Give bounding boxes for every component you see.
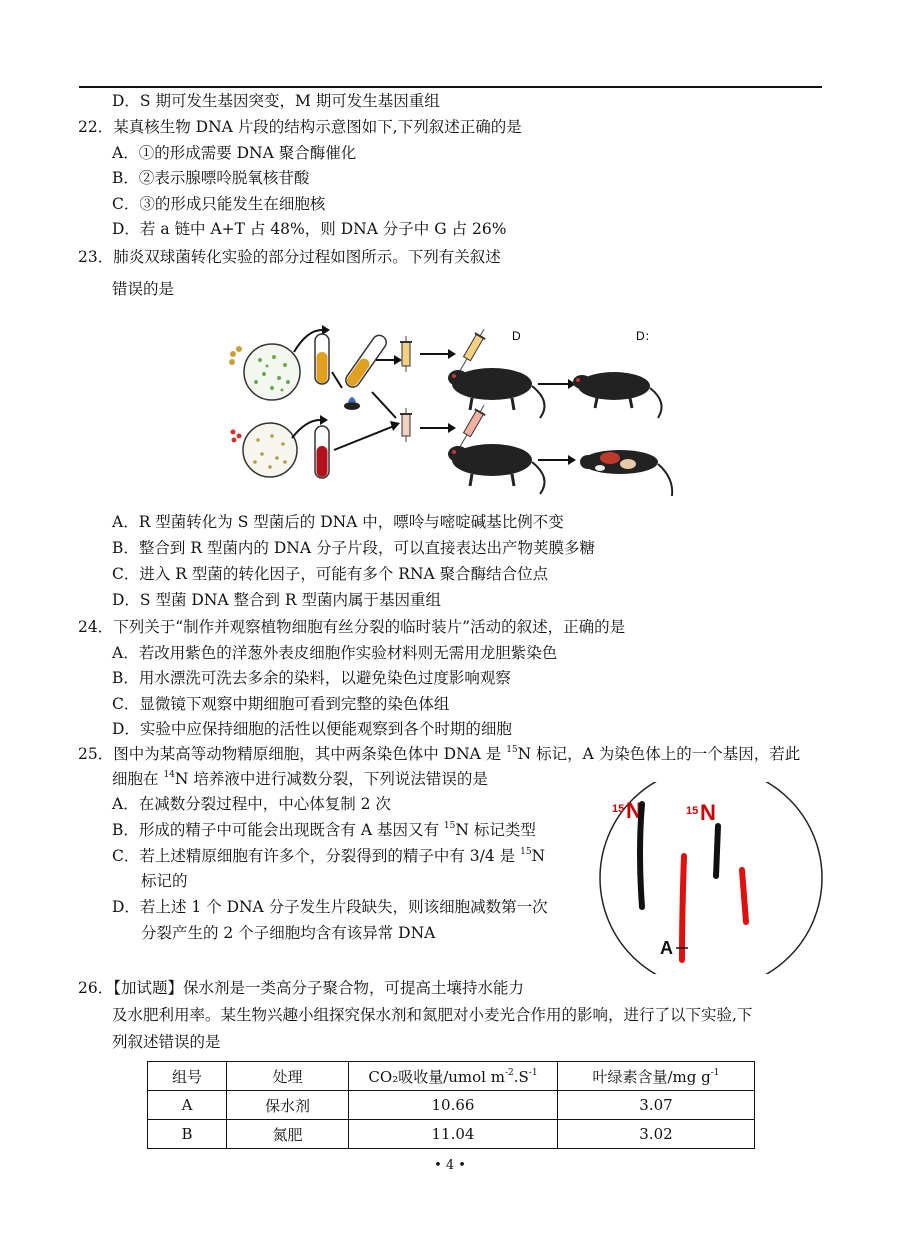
experiment-table: [147, 1061, 755, 1149]
test-tube-top-icon: [315, 334, 329, 384]
q26-stem-2: 及水肥利用率。某生物兴趣小组探究保水剂和氮肥对小麦光合作用的影响，进行了以下实验,下: [112, 1006, 753, 1024]
q26-stem-3: 列叙述错误的是: [112, 1033, 221, 1051]
q22-stem: 22．某真核生物 DNA 片段的结构示意图如下,下列叙述正确的是: [78, 118, 522, 136]
injecting-syringe-top-icon: [455, 326, 489, 374]
q22-option-a: A．①的形成需要 DNA 聚合酶催化: [112, 144, 357, 162]
q24-option-c: C．显微镜下观察中期细胞可看到完整的染色体组: [112, 695, 450, 713]
transformation-experiment-figure: [222, 322, 678, 500]
q24-option-d: D．实验中应保持细胞的活性以便能观察到各个时期的细胞: [112, 720, 512, 738]
svg-text:15: 15: [686, 805, 699, 817]
q22-option-d: D．若 a 链中 A+T 占 48%，则 DNA 分子中 G 占 26%: [112, 220, 507, 238]
syringe-bottom-icon: [400, 408, 412, 442]
petri-dish-top-icon: [229, 344, 300, 400]
q23-option-d: D．S 型菌 DNA 整合到 R 型菌内属于基因重组: [112, 591, 442, 609]
table-row: B 氮肥 11.04 3.02: [148, 1120, 755, 1149]
chromosome-black-2: [716, 826, 718, 876]
q24-stem: 24．下列关于“制作并观察植物细胞有丝分裂的临时装片”活动的叙述，正确的是: [78, 618, 626, 636]
chromosome-red-2: [742, 870, 746, 922]
q25-stem-2: 细胞在 $^{14}$N 培养液中进行减数分裂，下列说法错误的是: [112, 770, 488, 788]
test-tube-bottom-icon: [315, 426, 329, 478]
q22-option-b: B．②表示腺嘌呤脱氧核苷酸: [112, 169, 310, 187]
q25-option-a: A．在减数分裂过程中，中心体复制 2 次: [112, 795, 391, 813]
q23-stem-2: 错误的是: [112, 280, 175, 298]
header-rule: [79, 86, 822, 88]
q25-stem-1: 25．图中为某高等动物精原细胞，其中两条染色体中 DNA 是 $^{15}$N 标记，A 为染色体上的一个基因，若此: [78, 745, 801, 763]
q24-option-b: B．用水漂洗可洗去多余的染料，以避免染色过度影响观察: [112, 669, 511, 687]
figure-label-left: D: [512, 329, 521, 343]
q26-stem-1: 26．【加试题】保水剂是一类高分子聚合物，可提高土壤持水能力: [78, 979, 524, 997]
chromosome-black-1: [640, 804, 642, 907]
heated-tube-icon: [343, 333, 389, 410]
q25-option-b: B．形成的精子中可能会出现既含有 A 基因又有 $^{15}$N 标记类型: [112, 821, 536, 839]
spermatogonium-figure: [598, 782, 824, 974]
gene-a-label: A: [660, 938, 673, 958]
n15-label-left: N: [626, 798, 642, 823]
q24-option-a: A．若改用紫色的洋葱外表皮细胞作实验材料则无需用龙胆紫染色: [112, 644, 558, 662]
q25-option-d: D．若上述 1 个 DNA 分子发生片段缺失，则该细胞减数第一次: [112, 898, 548, 916]
syringe-top-icon: [400, 336, 412, 372]
petri-dish-bottom-icon: [231, 423, 298, 477]
mouse-bottom-left-icon: [448, 444, 545, 494]
figure-label-right: D：: [636, 329, 657, 343]
mouse-top-left-icon: [448, 368, 545, 418]
table-row: A 保水剂 10.66 3.07: [148, 1091, 755, 1120]
chromosome-red-1: [682, 856, 684, 960]
q23-option-a: A．R 型菌转化为 S 型菌后的 DNA 中，嘌呤与嘧啶碱基比例不变: [112, 513, 564, 531]
q23-option-c: C．进入 R 型菌的转化因子，可能有多个 RNA 聚合酶结合位点: [112, 565, 549, 583]
q25-option-d-cont: 分裂产生的 2 个子细胞均含有该异常 DNA: [141, 924, 436, 942]
dead-mouse-icon: [580, 450, 672, 496]
page-number: • 4 •: [434, 1158, 466, 1173]
q22-option-c: C．③的形成只能发生在细胞核: [112, 195, 326, 213]
q25-option-c: C．若上述精原细胞有许多个，分裂得到的精子中有 3/4 是 $^{15}$N: [112, 847, 546, 865]
svg-text:15: 15: [612, 803, 625, 815]
n15-label-right: N: [700, 800, 716, 825]
q25-option-c-cont: 标记的: [141, 872, 188, 890]
q23-option-b: B．整合到 R 型菌内的 DNA 分子片段，可以直接表达出产物荚膜多糖: [112, 539, 595, 557]
injecting-syringe-bottom-icon: [455, 402, 489, 450]
isotope-14: 14: [163, 770, 175, 780]
mouse-top-right-icon: [573, 372, 662, 418]
table-header-row: 组号 处理 CO₂吸收量/umol $m^{-2}.S^{-1}$ 叶绿素含量/mg $g^{-1}$: [148, 1062, 755, 1091]
q21-option-d: D．S 期可发生基因突变，M 期可发生基因重组: [112, 92, 440, 110]
q23-stem-1: 23．肺炎双球菌转化实验的部分过程如图所示。下列有关叙述: [78, 248, 501, 266]
isotope-15: 15: [506, 745, 518, 755]
